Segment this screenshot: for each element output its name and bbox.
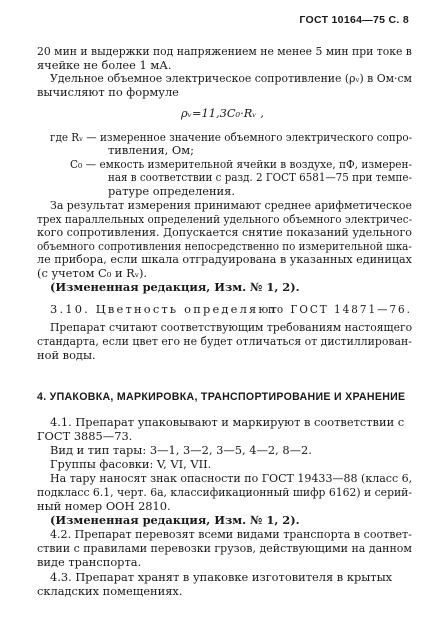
- document-page: ГОСТ 10164—75 С. 8 20 мин и выдержки под напряжением не менее 5 мин при токе в ячейке не более 1 мА. Удельное объемное электрическое сопротивление (ρᵥ) в Ом·см вычисляют по формуле ρᵥ=11,3C₀·Rᵥ , где Rᵥ — измеренное значение объемного электрического сопро- тивления, Ом; C₀ — емкость измерительной ячейки в воздухе, пФ, измерен- ная в соответствии с разд. 2 ГОСТ 6581—75 при темпе- ратуре определения. За результат измерения принимают среднее арифметическое трех параллельных определений удельного объемного электричес- кого сопротивления. Допускается снятие показаний удельного объемного сопротивления непосредственно по измерительной шка- ле прибора, если шкала отградуирована в указанных единицах (с учетом C₀ и Rᵥ). (Измененная редакция, Изм. № 1, 2). 3.10. Цветность определяют по ГОСТ 14871—76. Препарат считают соответствующим требованиям настоящего стандарта, если цвет его не будет отличаться от дистиллирован- ной воды. 4. УПАКОВКА, МАРКИРОВКА, ТРАНСПОРТИРОВАНИЕ И ХРАНЕНИЕ 4.1. Препарат упаковывают и маркируют в соответствии с ГОСТ 3885—73. Вид и тип тары: 3—1, 3—2, 3—5, 4—2, 8—2. Группы фасовки: V, VI, VII. На тару наносят знак опасности по ГОСТ 19433—88 (класс 6, подкласс 6.1, черт. 6а, классификационный шифр 6162) и серий- ный номер ООН 2810. (Измененная редакция, Изм. № 1, 2). 4.2. Препарат перевозят всеми видами транспорта в соответ- ствии с правилами перевозки грузов, действующими на данном виде транспорта. 4.3. Препарат хранят в упаковке изготовителя в крытых складских помещениях.: [37, 14, 413, 598]
- page-header: ГОСТ 10164—75 С. 8: [299, 14, 409, 26]
